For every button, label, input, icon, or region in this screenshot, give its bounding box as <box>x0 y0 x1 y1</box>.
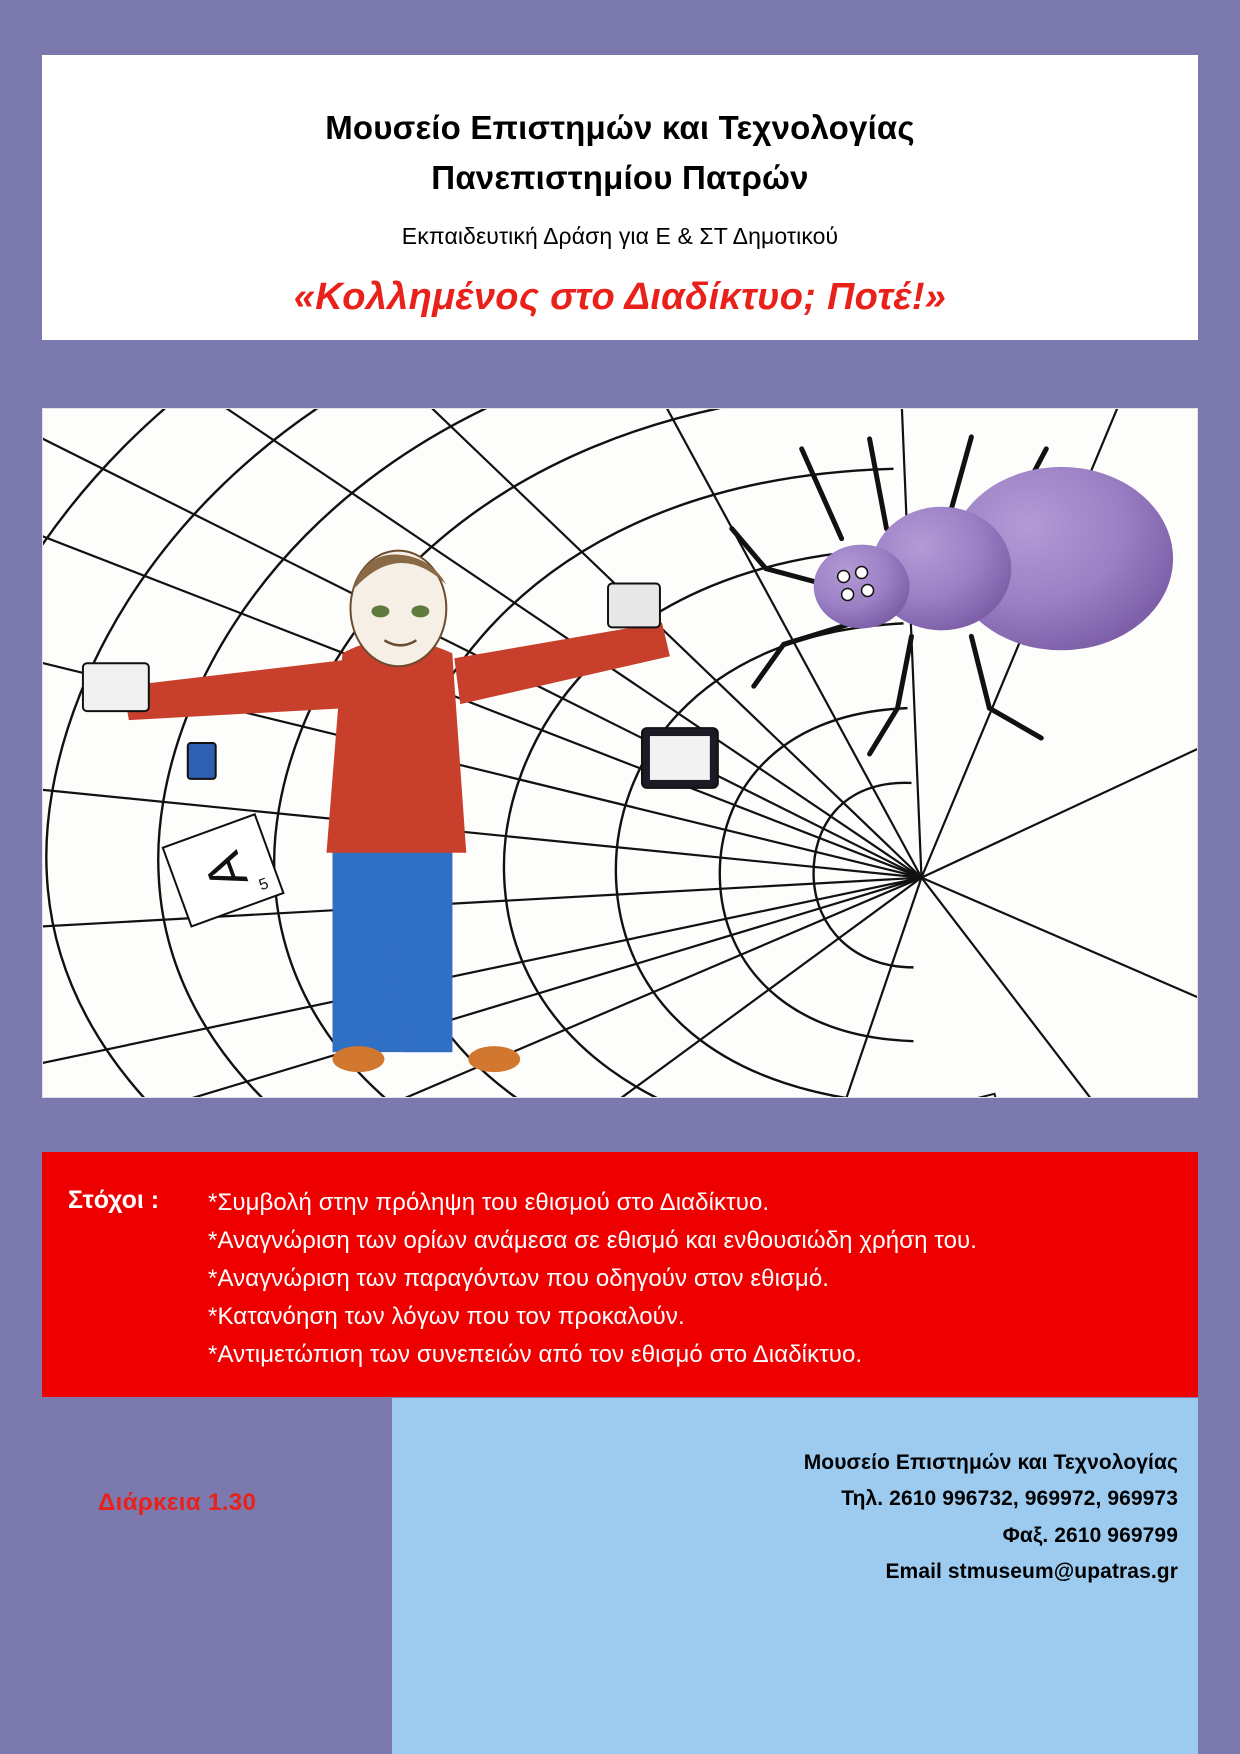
illustration-frame <box>42 408 1198 1098</box>
goals-list <box>208 1184 1158 1374</box>
footer-phone: Τηλ. 2610 996732, 969972, 969973 <box>841 1487 1178 1511</box>
svg-text:5: 5 <box>256 875 271 895</box>
spiderweb-drawing <box>43 409 1197 1097</box>
footer-email: Email stmuseum@upatras.gr <box>885 1559 1178 1583</box>
goals-label: Στόχοι : <box>68 1186 160 1214</box>
drawing-svg <box>43 409 1197 1097</box>
svg-text:A: A <box>192 845 259 898</box>
goal-item: *Αντιμετώπιση των συνεπειών από τον εθισμό στο Διαδίκτυο. <box>208 1340 863 1368</box>
header-panel <box>42 55 1198 340</box>
goal-item: *Αναγνώριση των παραγόντων που οδηγούν στον εθισμό. <box>208 1264 830 1292</box>
footer-contact-panel <box>392 1398 1198 1754</box>
organization-title-line-1: Μουσείο Επιστημών και Τεχνολογίας <box>325 109 915 146</box>
goal-item: *Αναγνώριση των ορίων ανάμεσα σε εθισμό και ενθουσιώδη χρήση του. <box>208 1226 978 1254</box>
footer-organization: Μουσείο Επιστημών και Τεχνολογίας <box>803 1451 1178 1474</box>
goals-panel <box>42 1152 1198 1397</box>
duration-text: Διάρκεια 1.30 <box>98 1489 257 1516</box>
organization-title-line-2: Πανεπιστημίου Πατρών <box>431 159 809 197</box>
footer-fax: Φαξ. 2610 969799 <box>1002 1523 1178 1547</box>
activity-subtitle: Εκπαιδευτική Δράση για Ε & ΣΤ Δημοτικού <box>401 223 839 250</box>
page-title: «Κολλημένος στο Διαδίκτυο; Ποτέ!» <box>293 276 947 319</box>
goal-item: *Κατανόηση των λόγων που τον προκαλούν. <box>208 1302 685 1330</box>
goal-item: *Συμβολή στην πρόληψη του εθισμού στο Διαδίκτυο. <box>208 1189 770 1216</box>
